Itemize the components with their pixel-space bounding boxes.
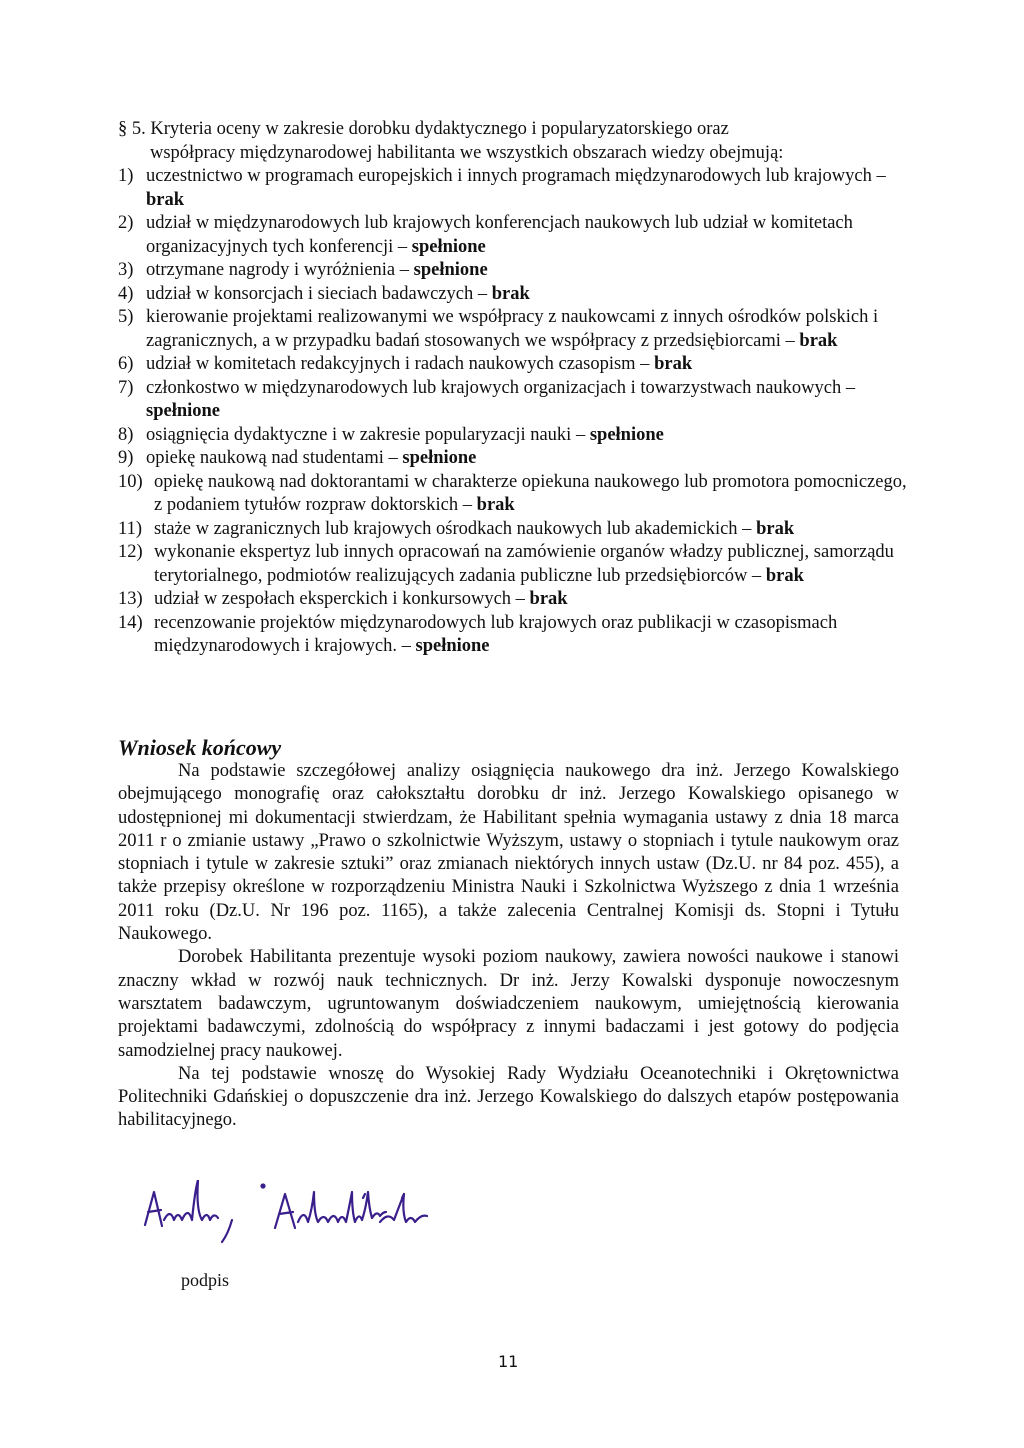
criteria-status: brak: [529, 589, 568, 609]
criteria-item: [118, 353, 918, 377]
criteria-text: udział w zespołach eksperckich i konkursowych –: [154, 589, 530, 609]
criteria-number: 9): [118, 448, 134, 468]
criteria-text: otrzymane nagrody i wyróżnienia –: [146, 260, 414, 280]
criteria-item: [118, 283, 918, 307]
criteria-number: 4): [118, 283, 134, 304]
criteria-number: 11): [118, 518, 142, 539]
criteria-status: brak: [146, 189, 185, 210]
criteria-text: udział w komitetach redakcyjnych i radach naukowych czasopism –: [146, 354, 655, 374]
conclusion-heading: Wniosek końcowy: [118, 735, 282, 760]
criteria-number: 6): [118, 354, 134, 374]
criteria-status: brak: [654, 354, 693, 374]
criteria-status: spełnione: [413, 260, 488, 280]
criteria-status: spełnione: [589, 424, 664, 445]
criteria-item: [118, 541, 918, 588]
criteria-text: członkostwo w międzynarodowych lub krajowych organizacjach i towarzystwach naukowych –: [146, 377, 856, 398]
criteria-item: [118, 259, 918, 283]
section-header: [118, 118, 908, 165]
criteria-number: 2): [118, 213, 134, 233]
criteria-text: opiekę naukową nad studentami –: [146, 448, 403, 468]
criteria-number: 10): [118, 471, 143, 492]
criteria-number: 5): [118, 307, 134, 327]
criteria-number: 12): [118, 542, 143, 562]
conclusion-paragraph: Na tej podstawie wnoszę do Wysokiej Rady Wydziału Oceanotechniki i Okrętownictwa Politechniki Gdańskiej o dopuszczenie dra inż. Jerzego Kowalskiego do dalszych etapów postępowania habilitacyjnego.: [118, 1063, 899, 1131]
signature-label: podpis: [181, 1270, 230, 1290]
criteria-list: [118, 165, 918, 659]
criteria-text: uczestnictwo w programach europejskich i innych programach międzynarodowych lub krajowych –: [146, 166, 886, 186]
conclusion-paragraph: Na podstawie szczegółowej analizy osiągnięcia naukowego dra inż. Jerzego Kowalskiego obejmującego monografię oraz całokształtu dorobku dr inż. Jerzego Kowalskiego opisanego w udostępnionej mi dokumentacji stwierdzam, że Habilitant spełnia wymagania ustawy z dnia 18 marca 2011 r o zmianie ustawy „Prawo o szkolnictwie Wyższym, ustawy o stopniach i tytule naukowym oraz stopniach i tytule w zakresie sztuki” oraz zmianach niektórych innych ustaw (Dz.U. nr 84 poz. 455), a także przepisy określone w rozporządzeniu Ministra Nauki i Szkolnictwa Wyższego z dnia 1 września 2011 roku (Dz.U. Nr 196 poz. 1165), a także zalecenia Centralnej Komisji ds. Stopni i Tytułu Naukowego.: [118, 761, 899, 945]
criteria-status: spełnione: [415, 636, 490, 656]
criteria-number: 3): [118, 260, 134, 280]
criteria-item: [118, 306, 918, 353]
criteria-item: [118, 612, 918, 659]
criteria-item: [118, 471, 918, 518]
criteria-item: [118, 212, 918, 259]
criteria-item: [118, 165, 918, 212]
criteria-number: 1): [118, 166, 134, 186]
section-header-line-2: współpracy międzynarodowej habilitanta we wszystkich obszarach wiedzy obejmują:: [150, 142, 784, 163]
handwritten-signature: [140, 1180, 520, 1250]
criteria-text: staże w zagranicznych lub krajowych ośrodkach naukowych lub akademickich –: [154, 518, 757, 539]
criteria-number: 13): [118, 589, 143, 609]
criteria-item: [118, 588, 918, 612]
criteria-status: spełnione: [146, 401, 221, 421]
criteria-status: brak: [756, 518, 795, 539]
criteria-text: kierowanie projektami realizowanymi we współpracy z naukowcami z innych ośrodków polskich i zagranicznych, a w przypadku badań stosowanych we współpracy z przedsiębiorcami –: [146, 307, 879, 351]
conclusion-paragraph: Dorobek Habilitanta prezentuje wysoki poziom naukowy, zawiera nowości naukowe i stanowi znaczny wkład w rozwój nauk technicznych. Dr inż. Jerzy Kowalski dysponuje nowoczesnym warsztatem badawczym, ugruntowanym doświadczeniem naukowym, umiejętnością kierowania projektami badawczymi, zdolnością do współpracy z innymi badaczami i jest gotowy do podjęcia samodzielnej pracy naukowej.: [118, 947, 899, 1061]
page-number: 11: [498, 1352, 519, 1371]
criteria-text: udział w międzynarodowych lub krajowych konferencjach naukowych lub udział w komitetach organizacyjnych tych konferencji –: [146, 213, 853, 257]
criteria-text: recenzowanie projektów międzynarodowych lub krajowych oraz publikacji w czasopismach międzynarodowych i krajowych. –: [154, 612, 838, 656]
criteria-status: spełnione: [402, 448, 477, 468]
criteria-status: spełnione: [411, 236, 486, 257]
criteria-item: [118, 377, 918, 424]
conclusion-body: [118, 760, 899, 1133]
criteria-item: [118, 424, 918, 448]
section-header-line-1: § 5. Kryteria oceny w zakresie dorobku dydaktycznego i popularyzatorskiego oraz: [118, 119, 729, 139]
criteria-number: 8): [118, 424, 134, 445]
criteria-number: 14): [118, 612, 143, 633]
criteria-item: [118, 447, 918, 471]
criteria-status: brak: [491, 283, 530, 304]
criteria-text: wykonanie ekspertyz lub innych opracowań na zamówienie organów władzy publicznej, samorządu terytorialnego, podmiotów realizujących zadania publiczne lub przedsiębiorców –: [154, 542, 894, 586]
criteria-status: brak: [476, 495, 515, 515]
criteria-status: brak: [799, 330, 838, 351]
criteria-number: 7): [118, 377, 134, 398]
criteria-item: [118, 518, 918, 542]
criteria-text: osiągnięcia dydaktyczne i w zakresie popularyzacji nauki –: [146, 424, 590, 445]
criteria-text: opiekę naukową nad doktorantami w charakterze opiekuna naukowego lub promotora pomocniczego, z podaniem tytułów rozpraw doktorskich –: [154, 471, 907, 515]
criteria-text: udział w konsorcjach i sieciach badawczych –: [146, 283, 492, 304]
criteria-status: brak: [765, 565, 804, 586]
